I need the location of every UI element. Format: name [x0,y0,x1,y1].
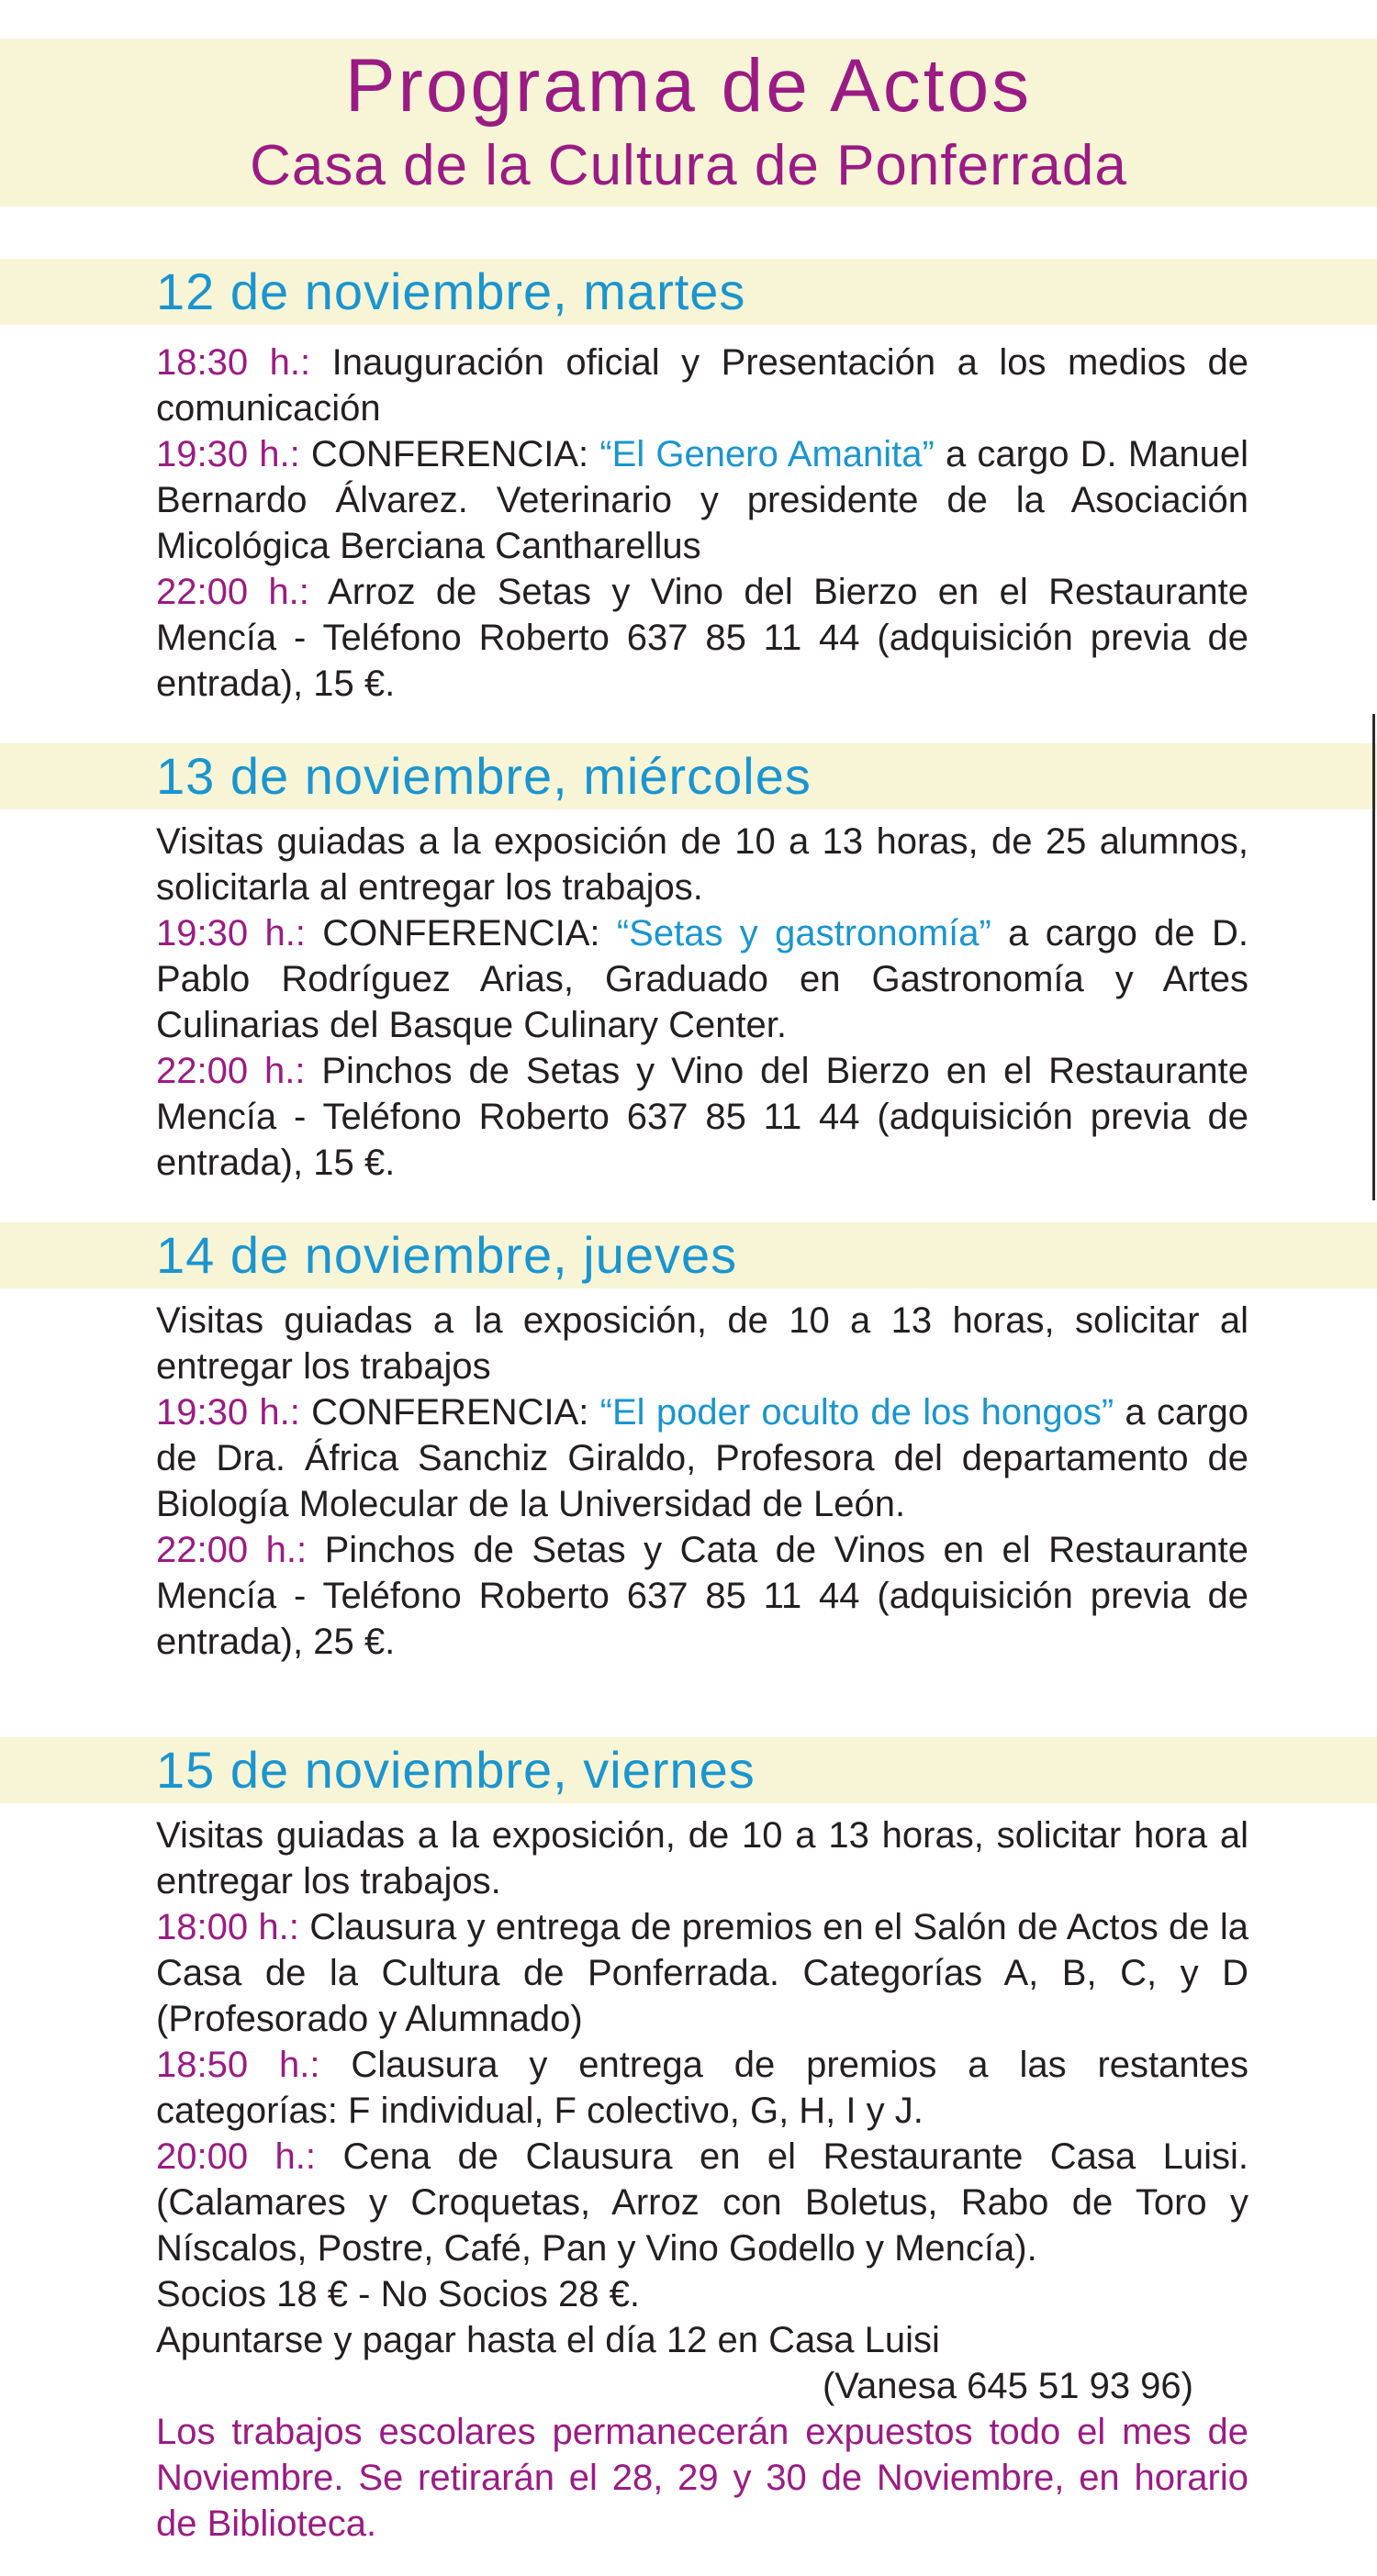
event-time: 22:00 h.: [156,1051,306,1091]
event-text: Pinchos de Setas y Vino del Bierzo en el Restaurante Mencía - Teléfono Roberto 637 85 11 44 (adquisición previa de entrada), 15 €. [156,1051,1249,1183]
event-text: Arroz de Setas y Vino del Bierzo en el Restaurante Mencía - Teléfono Roberto 637 85 11 44 (adquisición previa de entrada), 15 €. [156,572,1248,704]
event-text: CONFERENCIA: [299,434,600,474]
event-time: 18:30 h.: [156,342,311,383]
event-time: 19:30 h.: [156,913,306,953]
event-item [156,910,1248,1048]
event-item [156,1904,1248,2042]
event-time: 22:00 h.: [156,572,309,612]
event-item [156,2134,1248,2271]
dinner-prices: Socios 18 € - No Socios 28 €. [156,2274,640,2314]
event-time: 19:30 h.: [156,434,300,474]
signup-info: Apuntarse y pagar hasta el día 12 en Casa Luisi [156,2320,940,2360]
event-time: 19:30 h.: [156,1392,300,1433]
event-time: 18:00 h.: [156,1907,299,1947]
event-item [156,1048,1248,1186]
event-time: 18:50 h.: [156,2045,320,2085]
day-section-13 [156,819,1248,1186]
event-text: CONFERENCIA: [305,913,617,953]
conference-title: “El poder oculto de los hongos” [599,1392,1114,1433]
event-item [156,431,1248,569]
closing-note: Los trabajos escolares permanecerán expuestos todo el mes de Noviembre. Se retirarán el 28, 29 y 30 de Noviembre, en horario de Biblioteca. [156,2412,1248,2544]
event-text: a cargo de D. Pablo Rodríguez Arias, Graduado en Gastronomía y Artes Culinarias del Basque Culinary Center. [156,913,1249,1045]
page-subtitle: Casa de la Cultura de Ponferrada [250,134,1127,197]
day-heading-14: 14 de noviembre, jueves [156,1226,738,1284]
edge-line [1372,714,1375,1200]
event-text: Cena de Clausura en el Restaurante Casa Luisi. (Calamares y Croquetas, Arroz con Boletus, Rabo de Toro y Níscalos, Postre, Café, Pan y Vino Godello y Mencía). [156,2136,1248,2269]
event-time: 20:00 h.: [156,2136,317,2177]
contact-info: (Vanesa 645 51 93 96) [822,2366,1193,2406]
day-heading-13: 13 de noviembre, miércoles [156,747,812,805]
event-text: Pinchos de Setas y Cata de Vinos en el Restaurante Mencía - Teléfono Roberto 637 85 11 44 (adquisición previa de entrada), 25 €. [156,1530,1248,1662]
conference-title: “El Genero Amanita” [599,434,935,474]
event-item [156,1527,1248,1665]
visit-intro: Visitas guiadas a la exposición de 10 a 13 horas, de 25 alumnos, solicitarla al entregar los trabajos. [156,821,1248,908]
event-item [156,340,1248,431]
event-item [156,2042,1248,2134]
event-item [156,569,1248,707]
day-section-12 [156,340,1248,707]
day-heading-15: 15 de noviembre, viernes [156,1741,756,1799]
visit-intro: Visitas guiadas a la exposición, de 10 a 13 horas, solicitar hora al entregar los trabajos. [156,1815,1248,1901]
visit-intro: Visitas guiadas a la exposición, de 10 a 13 horas, solicitar al entregar los trabajos [156,1300,1248,1387]
event-time: 22:00 h.: [156,1530,308,1570]
page-title: Programa de Actos [344,44,1033,128]
conference-title: “Setas y gastronomía” [616,913,991,953]
event-text: a cargo D. Manuel Bernardo Álvarez. Veterinario y presidente de la Asociación Micológica Berciana Cantharellus [156,434,1249,566]
day-heading-12: 12 de noviembre, martes [156,262,746,320]
event-text: CONFERENCIA: [299,1392,600,1433]
day-section-15 [156,1812,1248,2547]
event-text: Inauguración oficial y Presentación a los medios de comunicación [156,342,1248,429]
event-text: Clausura y entrega de premios a las restantes categorías: F individual, F colectivo, G, H, I y J. [156,2045,1248,2131]
event-text: Clausura y entrega de premios en el Salón de Actos de la Casa de la Cultura de Ponferrada. Categorías A, B, C, y D (Profesorado y Alumnado) [156,1907,1248,2039]
event-text: a cargo de Dra. África Sanchiz Giraldo, Profesora del departamento de Biología Molecular de la Universidad de León. [156,1392,1249,1524]
day-section-14 [156,1298,1248,1665]
event-item [156,1389,1248,1527]
